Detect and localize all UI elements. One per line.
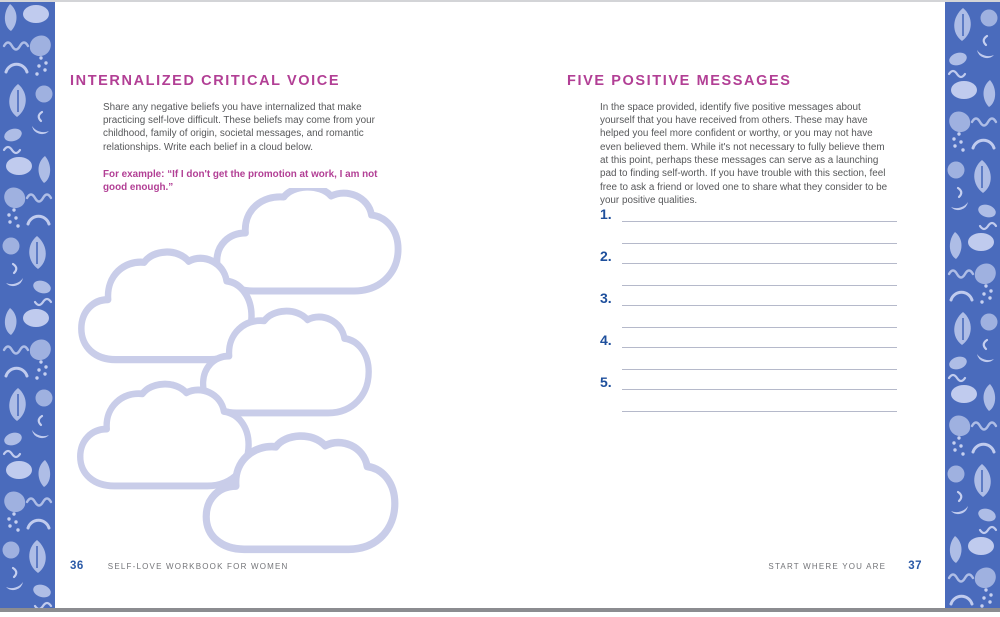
- item-number-2: 2.: [600, 248, 612, 264]
- right-page-number: 37: [908, 560, 922, 572]
- message-1-line-b[interactable]: [622, 222, 897, 244]
- message-1-line-a[interactable]: [622, 200, 897, 222]
- list-item: [600, 201, 897, 243]
- section-title-footer: START WHERE YOU ARE: [768, 562, 887, 571]
- book-title-footer: SELF-LOVE WORKBOOK FOR WOMEN: [107, 562, 289, 571]
- message-5-line-a[interactable]: [622, 368, 897, 390]
- message-3-line-a[interactable]: [622, 284, 897, 306]
- left-page: [55, 0, 500, 608]
- clouds-graphic: [60, 188, 405, 560]
- left-footer: [70, 560, 289, 576]
- bottom-edge-line: [0, 608, 1000, 612]
- right-page-title: FIVE POSITIVE MESSAGES: [567, 72, 792, 89]
- list-item: [600, 243, 897, 285]
- left-border-pattern: [0, 0, 55, 608]
- left-page-title: INTERNALIZED CRITICAL VOICE: [70, 72, 341, 89]
- list-item: [600, 327, 897, 369]
- left-page-intro: Share any negative beliefs you have internalized that make practicing self-love difficult. These beliefs may come from your childhood, family of origin, societal messages, and romantic relationships. Write each belief in a cloud below.: [103, 101, 375, 153]
- message-4-line-a[interactable]: [622, 326, 897, 348]
- message-4-line-b[interactable]: [622, 348, 897, 370]
- item-number-3: 3.: [600, 290, 612, 306]
- message-5-line-b[interactable]: [622, 390, 897, 412]
- list-item: [600, 285, 897, 327]
- right-page: [500, 0, 945, 608]
- message-2-line-a[interactable]: [622, 242, 897, 264]
- left-page-number: 36: [70, 560, 84, 572]
- top-edge-line: [0, 0, 1000, 2]
- message-2-line-b[interactable]: [622, 264, 897, 286]
- list-item: [600, 369, 897, 411]
- left-page-example: For example: “If I don't get the promotion at work, I am not good enough.”: [103, 168, 378, 194]
- right-border-pattern: [945, 0, 1000, 608]
- right-page-intro: In the space provided, identify five positive messages about yourself that you have received from others. These may have helped you feel more confident or worthy, or you may not have even believed them. While it's not necessary to fully believe them at this point, perhaps these messages can serve as a launching pad to finding self-worth. If you have trouble with this section, feel free to ask a friend or loved one to share what they consider to be your positive qualities.: [600, 101, 888, 206]
- right-footer: [768, 560, 922, 576]
- item-number-4: 4.: [600, 332, 612, 348]
- positive-messages-list: [600, 201, 897, 411]
- item-number-1: 1.: [600, 206, 612, 222]
- item-number-5: 5.: [600, 374, 612, 390]
- cloud-write-in-1[interactable]: [217, 188, 398, 291]
- message-3-line-b[interactable]: [622, 306, 897, 328]
